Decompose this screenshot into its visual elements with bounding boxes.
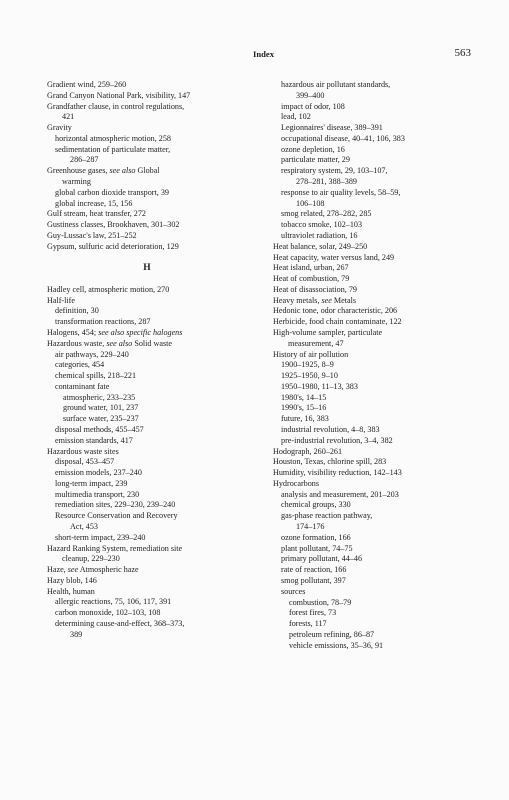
index-subentry (63, 403, 257, 414)
index-entry (273, 317, 493, 328)
index-subentry (281, 393, 493, 404)
entry-text: Humidity, visibility reduction, 142–143 (273, 468, 402, 478)
index-subentry (281, 123, 493, 134)
entry-continuation: cleanup, 229–230 (62, 554, 120, 564)
entry-text: sedimentation of particulate matter, (55, 144, 171, 154)
entry-text: Half-life (47, 295, 75, 305)
entry-text: smog related, 278–282, 285 (281, 209, 372, 219)
index-entry (47, 285, 257, 296)
entry-text: Health, human (47, 586, 95, 596)
index-entry (47, 123, 257, 134)
index-entry (47, 544, 257, 566)
entry-text: carbon monoxide, 102–103, 108 (55, 608, 161, 618)
index-entry (47, 587, 257, 598)
index-subentry (281, 490, 493, 501)
entry-text-continued: Metals (331, 295, 357, 305)
entry-text: Heat of disassociation, 79 (273, 284, 357, 294)
index-entry (47, 91, 257, 102)
entry-text: ultraviolet radiation, 16 (281, 230, 358, 240)
entry-text: chemical groups, 330 (281, 500, 351, 510)
entry-text: Hazardous waste sites (47, 446, 119, 456)
index-subentry (281, 112, 493, 123)
entry-text: industrial revolution, 4–8, 383 (281, 425, 380, 434)
index-subentry (281, 403, 493, 414)
entry-text: ozone depletion, 16 (281, 144, 345, 154)
entry-text-continued: Solid waste (132, 338, 173, 348)
entry-text: smog pollutant, 397 (281, 575, 346, 585)
index-subentry (55, 134, 257, 145)
entry-text: remediation sites, 229–230, 239–240 (55, 500, 176, 510)
entry-text: Greenhouse gases, (47, 166, 110, 176)
entry-text: High-volume sampler, particulate (273, 327, 383, 337)
entry-text: horizontal atmospheric motion, 258 (55, 133, 171, 143)
index-subentry (281, 371, 493, 382)
index-subentry (281, 500, 493, 511)
see-reference: see (67, 565, 79, 575)
entry-text: 1990's, 15–16 (281, 403, 327, 413)
index-subentry (55, 511, 257, 533)
index-entry (273, 253, 493, 264)
index-subentry (281, 436, 493, 447)
index-subentry (55, 145, 257, 167)
index-subentry (55, 479, 257, 490)
index-subentry (55, 468, 257, 479)
entry-text: Gypsum, sulfuric acid deterioration, 129 (47, 241, 179, 251)
entry-text: gas-phase reaction pathway, (281, 511, 373, 521)
entry-text: ground water, 101, 237 (63, 403, 139, 413)
entry-text: Heavy metals, (273, 295, 322, 305)
entry-text: global carbon dioxide transport, 39 (55, 187, 169, 197)
index-entry (47, 576, 257, 587)
index-subentry (63, 393, 257, 404)
entry-text: vehicle emissions, 35–36, 91 (289, 640, 384, 650)
entry-continuation: 174–176 (296, 522, 325, 532)
entry-text: 1980's, 14–15 (281, 392, 327, 402)
entry-text: Hodograph, 260–261 (273, 446, 343, 456)
index-subentry (55, 188, 257, 199)
entry-text: forests, 117 (289, 619, 327, 629)
index-subentry (281, 554, 493, 565)
entry-text: forest fires, 73 (289, 608, 337, 618)
entry-continuation: measurement, 47 (288, 338, 344, 348)
index-subentry (281, 155, 493, 166)
entry-text: ozone formation, 166 (281, 532, 351, 542)
index-subentry (281, 209, 493, 220)
entry-text: 1900–1925, 8–9 (281, 360, 334, 370)
index-entry (273, 479, 493, 490)
entry-text: Heat balance, solar, 249–250 (273, 241, 368, 251)
entry-text: combustion, 78–79 (289, 597, 352, 607)
index-entry (47, 339, 257, 350)
index-entry (273, 447, 493, 458)
index-entry (47, 209, 257, 220)
index-subentry (289, 630, 493, 641)
index-subentry (281, 587, 493, 598)
entry-text: allergic reactions, 75, 106, 117, 391 (55, 597, 172, 607)
index-subentry (281, 414, 493, 425)
entry-continuation: 106–108 (296, 198, 325, 208)
entry-text: Hazy blob, 146 (47, 575, 97, 585)
entry-text: contaminant fate (55, 381, 110, 391)
index-entry (273, 328, 493, 350)
entry-text: determining cause-and-effect, 368–373, (55, 619, 185, 629)
entry-text: primary pollutant, 44–46 (281, 554, 363, 564)
index-subentry (55, 500, 257, 511)
index-subentry (281, 220, 493, 231)
entry-text: hazardous air pollutant standards, (281, 80, 391, 89)
index-subentry (281, 134, 493, 145)
index-entry (273, 306, 493, 317)
index-entry (47, 447, 257, 458)
entry-text: response to air quality levels, 58–59, (281, 187, 401, 197)
index-subentry (55, 317, 257, 328)
index-subentry (55, 457, 257, 468)
entry-text: respiratory system, 29, 103–107, (281, 166, 388, 176)
index-subentry (281, 360, 493, 371)
entry-text: analysis and measurement, 201–203 (281, 489, 399, 499)
entry-text: Resource Conservation and Recovery (55, 511, 178, 521)
index-subentry (55, 382, 257, 393)
entry-text: tobacco smoke, 102–103 (281, 220, 363, 230)
index-subentry (55, 371, 257, 382)
index-subentry (281, 188, 493, 210)
index-entry (273, 263, 493, 274)
entry-text: Gustiness classes, Brookhaven, 301–302 (47, 220, 180, 230)
entry-text: Hydrocarbons (273, 478, 320, 488)
see-reference: see also (109, 166, 136, 176)
see-reference: see also specific halogens (98, 327, 183, 337)
entry-text: sources (281, 586, 306, 596)
index-subentry (281, 576, 493, 587)
index-entry (273, 457, 493, 468)
index-subentry (281, 166, 493, 188)
running-head (0, 46, 509, 62)
index-subentry (55, 533, 257, 544)
entry-text: plant pollutant, 74–75 (281, 543, 353, 553)
index-entry (47, 231, 257, 242)
index-column-left (47, 80, 257, 641)
index-subentry (281, 544, 493, 555)
entry-text: disposal, 453–457 (55, 457, 115, 467)
index-subentry (55, 360, 257, 371)
index-subentry (289, 641, 493, 652)
index-entry (273, 468, 493, 479)
entry-text: disposal methods, 455–457 (55, 424, 144, 434)
entry-text: Hazardous waste, (47, 338, 107, 348)
entry-text-continued: Global (135, 166, 160, 176)
index-subentry (281, 145, 493, 156)
entry-text: Herbicide, food chain contaminate, 122 (273, 317, 402, 327)
entry-text: Hedonic tone, odor characteristic, 206 (273, 306, 398, 316)
entry-text: lead, 102 (281, 112, 311, 122)
entry-continuation: 389 (70, 629, 83, 639)
entry-text: 1950–1980, 11–13, 383 (281, 381, 358, 391)
index-subentry (281, 102, 493, 113)
entry-text: occupational disease, 40–41, 106, 383 (281, 133, 405, 143)
entry-text: Haze, (47, 565, 68, 575)
index-entry (47, 166, 257, 188)
index-entry (47, 565, 257, 576)
entry-continuation: warming (62, 177, 91, 187)
index-entry (47, 328, 257, 339)
entry-text: future, 16, 383 (281, 414, 329, 424)
see-reference: see also (106, 338, 133, 348)
entry-text: Gulf stream, heat transfer, 272 (47, 209, 146, 219)
index-entry (273, 274, 493, 285)
entry-continuation: 399–400 (296, 90, 325, 100)
index-subentry (281, 565, 493, 576)
index-subentry (281, 382, 493, 393)
index-entry (47, 102, 257, 124)
index-subentry (55, 350, 257, 361)
entry-text: categories, 454 (55, 360, 105, 370)
entry-text: emission standards, 417 (55, 435, 133, 445)
index-entry (47, 242, 257, 253)
index-subentry (289, 619, 493, 630)
index-subentry (289, 608, 493, 619)
index-subentry (55, 490, 257, 501)
entry-text: chemical spills, 218–221 (55, 371, 137, 381)
entry-text: global increase, 15, 156 (55, 198, 133, 208)
entry-continuation: Act, 453 (70, 522, 98, 531)
entry-text: multimedia transport, 230 (55, 489, 140, 499)
entry-text: Guy-Lussac's law, 251–252 (47, 230, 137, 240)
index-subentry (55, 306, 257, 317)
running-head-title: Index (252, 49, 274, 59)
index-subentry (281, 231, 493, 242)
index-subentry (55, 597, 257, 608)
entry-text: emission models, 237–240 (55, 468, 142, 478)
index-subentry (63, 414, 257, 425)
entry-continuation: 278–281, 388–389 (296, 177, 357, 187)
entry-text: rate of reaction, 166 (281, 565, 347, 575)
index-subentry (55, 199, 257, 210)
entry-text: surface water, 235–237 (63, 414, 139, 424)
index-subentry (55, 436, 257, 447)
index-subentry (281, 533, 493, 544)
index-subentry (289, 598, 493, 609)
entry-text: Heat island, urban, 267 (273, 263, 349, 273)
entry-text: petroleum refining, 86–87 (289, 629, 375, 639)
index-subentry (281, 425, 493, 436)
entry-text: definition, 30 (55, 306, 99, 316)
entry-text: Grandfather clause, in control regulations, (47, 101, 185, 111)
index-entry (47, 220, 257, 231)
entry-text: Hazard Ranking System, remediation site (47, 543, 183, 553)
entry-text: History of air pollution (273, 349, 349, 359)
index-subentry (55, 619, 257, 641)
index-column-right (273, 80, 493, 651)
entry-text: atmospheric, 233–235 (63, 392, 136, 402)
index-entry (273, 296, 493, 307)
index-entry (273, 242, 493, 253)
entry-continuation: 286–287 (70, 155, 99, 165)
index-entry (273, 285, 493, 296)
index-entry (47, 296, 257, 307)
entry-text: Gradient wind, 259–260 (47, 80, 127, 89)
page-number: 563 (454, 47, 471, 59)
entry-text: Legionnaires' disease, 389–391 (281, 123, 383, 133)
entry-text: long-term impact, 239 (55, 478, 128, 488)
entry-text: Gravity (47, 123, 72, 133)
entry-text: 1925–1950, 9–10 (281, 371, 338, 381)
index-subentry (55, 608, 257, 619)
entry-text: particulate matter, 29 (281, 155, 350, 165)
entry-text: Houston, Texas, chlorine spill, 283 (273, 457, 387, 467)
entry-text: Halogens, 454; (47, 327, 99, 337)
entry-text: impact of odor, 108 (281, 101, 345, 111)
index-entry (273, 350, 493, 361)
entry-text: short-term impact, 239–240 (55, 532, 146, 542)
entry-text: Hadley cell, atmospheric motion, 270 (47, 284, 170, 294)
entry-continuation: 421 (62, 112, 75, 122)
entry-text: transformation reactions, 287 (55, 317, 151, 327)
index-subentry (281, 80, 493, 102)
entry-text: Heat of combustion, 79 (273, 274, 350, 284)
index-subentry (281, 511, 493, 533)
index-entry (47, 80, 257, 91)
index-subentry (55, 425, 257, 436)
see-reference: see (321, 295, 332, 305)
entry-text: pre-industrial revolution, 3–4, 382 (281, 435, 393, 445)
entry-text: Heat capacity, water versus land, 249 (273, 252, 395, 262)
entry-text-continued: Atmospheric haze (78, 565, 139, 575)
entry-text: air pathways, 229–240 (55, 349, 129, 359)
entry-text: Grand Canyon National Park, visibility, 147 (47, 90, 191, 100)
section-letter: H (143, 263, 151, 274)
